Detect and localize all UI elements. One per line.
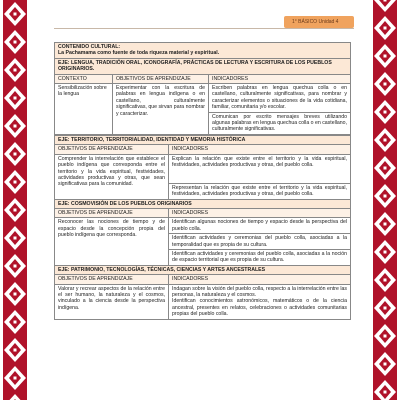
eje3-indicador-1: Identifican algunas nociones de tiempo y espacio desde la perspectiva del pueblo colla. xyxy=(169,218,351,234)
eje1-indicador-2: Comunican por escrito mensajes breves utilizando algunas palabras en lengua quechua colla o en castellano, culturalmente significativas. xyxy=(209,112,351,134)
decorative-border-left xyxy=(0,0,30,400)
contenido-value: La Pachamama como fuente de toda riqueza material y espiritual. xyxy=(58,50,220,57)
eje3-objetivo: Reconocer las nociones de tiempo y de espacio desde la concepción propia del pueblo indígena que corresponda. xyxy=(55,218,169,265)
curriculum-table xyxy=(54,42,351,135)
eje2-indicador-2: Representan la relación que existe entre el territorio y la vida espiritual, festividades, actividades productivas y otras, del pueblo colla. xyxy=(169,183,351,199)
eje1-col-objetivos: OBJETIVOS DE APRENDIZAJE xyxy=(113,74,209,83)
decorative-border-right xyxy=(370,0,400,400)
eje4-indicador-1: Indagan sobre la visión del pueblo colla, respecto a la interrelación entre las personas, la naturaleza y el cosmos. xyxy=(172,285,347,298)
eje1-col-contexto: CONTEXTO xyxy=(55,74,113,83)
eje2-col-indicadores: INDICADORES xyxy=(169,145,351,154)
eje2-col-objetivos: OBJETIVOS DE APRENDIZAJE xyxy=(55,145,169,154)
eje2-title: EJE: TERRITORIO, TERRITORIALIDAD, IDENTIDAD Y MEMORIA HISTÓRICA xyxy=(55,135,351,144)
eje4-title: EJE: PATRIMONIO, TECNOLOGÍAS, TÉCNICAS, CIENCIAS Y ARTES ANCESTRALES xyxy=(55,265,351,274)
curriculum-document xyxy=(54,42,350,320)
header-divider xyxy=(54,28,354,29)
eje4-col-indicadores: INDICADORES xyxy=(169,275,351,284)
eje2-indicador-1: Explican la relación que existe entre el territorio y la vida espiritual, festividades, actividades productivas y otras, del pueblo colla. xyxy=(169,154,351,183)
eje2-objetivo: Comprender la interrelación que establece el pueblo indígena que corresponda entre el territorio y la vida espiritual, festividades, actividades productivas y otras, que sean significativas para la comunidad. xyxy=(55,154,169,199)
eje1-indicador-1: Escriben palabras en lengua quechua colla o en castellano, culturalmente significativas, para nombrar y caracterizar elementos o situaciones de la vida cotidiana, familiar, comunitaria y/o escolar. xyxy=(209,84,351,113)
eje4-col-objetivos: OBJETIVOS DE APRENDIZAJE xyxy=(55,275,169,284)
eje1-col-indicadores: INDICADORES xyxy=(209,74,351,83)
eje3-indicador-3: Identifican actividades y ceremonias del pueblo colla, asociadas a la noción de espacio territorial que es propia de su cultura. xyxy=(169,249,351,265)
eje4-indicador-2: Identifican conocimientos astronómicos, matemáticos o de la ciencia ancestral, presentes en relatos, celebraciones o actividades comunitarias propias del pueblo colla. xyxy=(172,298,347,318)
contenido-label: CONTENIDO CULTURAL: xyxy=(58,44,121,50)
contenido-cultural xyxy=(55,43,351,59)
eje1-contexto: Sensibilización sobre la lengua xyxy=(55,84,113,135)
eje3-title: EJE: COSMOVISIÓN DE LOS PUEBLOS ORIGINARIOS xyxy=(55,199,351,208)
eje3-col-objetivos: OBJETIVOS DE APRENDIZAJE xyxy=(55,208,169,217)
eje4-indicadores xyxy=(169,284,351,319)
unit-badge-label: 1° BÁSICO Unidad 4 xyxy=(292,19,339,25)
eje1-objetivo: Experimentar con la escritura de palabras en lengua indígena o en castellano, culturalmente significativas, que sirvan para nombrar y caracterizar. xyxy=(113,84,209,135)
eje3-indicador-2: Identifican actividades y ceremonias del pueblo colla, asociadas a la temporalidad que es propia de su cultura. xyxy=(169,234,351,250)
eje1-title: EJE: LENGUA, TRADICIÓN ORAL, ICONOGRAFÍA, PRÁCTICAS DE LECTURA Y ESCRITURA DE LOS PUEBLOS ORIGINARIOS. xyxy=(55,58,351,74)
eje3-col-indicadores: INDICADORES xyxy=(169,208,351,217)
eje4-objetivo: Valorar y recrear aspectos de la relación entre el ser humano, la naturaleza y el cosmos, vinculado a la ciencia desde la perspectiva indígena. xyxy=(55,284,169,319)
eje2-table xyxy=(54,135,351,320)
unit-badge xyxy=(284,16,354,28)
